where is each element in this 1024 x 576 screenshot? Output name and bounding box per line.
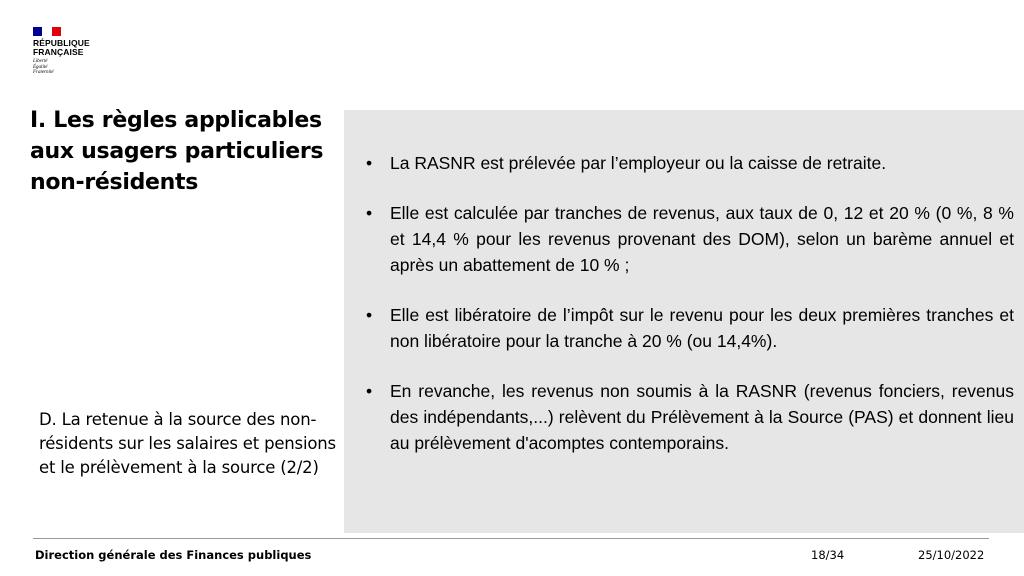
bullet-text: En revanche, les revenus non soumis à la RASNR (revenus fonciers, revenus des indépendants,...) relèvent du Prélèvement à la Source (PAS) et donnent lieu au prélèvement d'acomptes contemporains. [390, 381, 1014, 453]
french-flag-icon [33, 27, 61, 36]
section-subtitle: D. La retenue à la source des non-résidents sur les salaires et pensions et le prélèvement à la source (2/2) [39, 410, 336, 477]
motto-egalite: Égalité [33, 64, 48, 70]
bullet-icon: • [366, 203, 373, 223]
logo-line-2: FRANÇAISE [33, 47, 84, 57]
bullet-text: Elle est libératoire de l’impôt sur le revenu pour les deux premières tranches et non libératoire pour la tranche à 20 % (ou 14,4%). [390, 305, 1014, 351]
bullet-text: Elle est calculée par tranches de revenus, aux taux de 0, 12 et 20 % (0 %, 8 % et 14,4 % pour les revenus provenant des DOM), selon un barème annuel et après un abattement de 10 % ; [390, 203, 1014, 275]
footer-divider [33, 538, 989, 539]
footer-organization: Direction générale des Finances publiques [35, 548, 312, 562]
bullet-icon: • [366, 153, 373, 173]
slide-title: I. Les règles applicables aux usagers particuliers non-résidents [30, 108, 324, 195]
motto-liberte: Liberté [33, 59, 48, 64]
bullet-icon: • [366, 381, 373, 401]
logo-line-1: RÉPUBLIQUE [33, 38, 90, 48]
content-panel [344, 110, 1024, 533]
logo-motto [33, 59, 143, 76]
bullet-item [366, 302, 1014, 354]
page-number: 18/34 [811, 548, 845, 562]
bullet-text: La RASNR est prélevée par l’employeur ou la caisse de retraite. [390, 153, 887, 173]
bullet-item [366, 200, 1014, 278]
bullet-item [366, 378, 1014, 456]
footer-date: 25/10/2022 [918, 548, 985, 562]
bullet-item [366, 150, 1014, 176]
motto-fraternite: Fraternité [33, 70, 54, 75]
bullet-icon: • [366, 305, 373, 325]
bullet-list [366, 150, 1014, 480]
republique-francaise-logo [33, 27, 143, 76]
